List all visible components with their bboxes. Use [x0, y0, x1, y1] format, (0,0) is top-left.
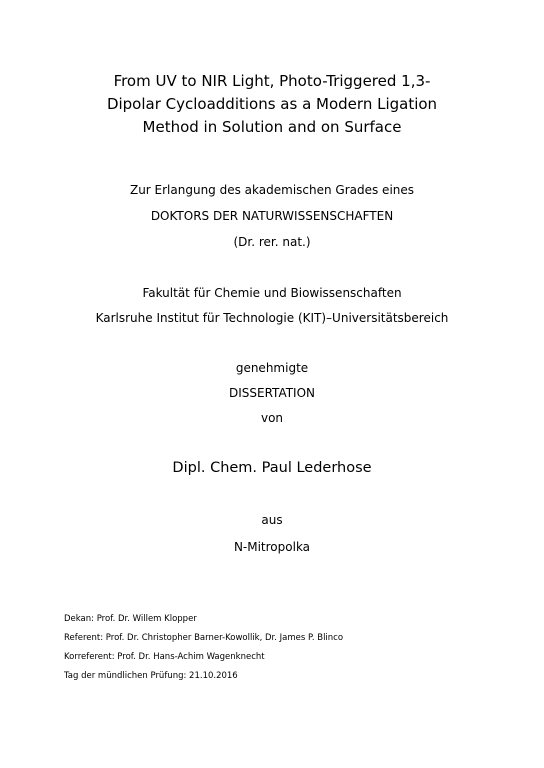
- author-origin-text: N-Mitropolka: [233, 540, 311, 554]
- dissertation-title: [0, 70, 544, 139]
- approved-text: genehmigte: [235, 361, 309, 375]
- degree-abbreviation-text: (Dr. rer. nat.): [233, 235, 311, 249]
- dissertation-label: DISSERTATION: [228, 386, 316, 400]
- title-line-1: From UV to NIR Light, Photo-Triggered 1,3-: [113, 72, 431, 90]
- exam-date-text: Tag der mündlichen Prüfung: 21.10.2016: [64, 671, 238, 681]
- institution-name-text: Karlsruhe Institut für Technologie (KIT)–Universitätsbereich: [95, 311, 449, 325]
- coreferee-text: Korreferent: Prof. Dr. Hans-Achim Wagenknecht: [64, 652, 265, 662]
- dean-text: Dekan: Prof. Dr. Willem Klopper: [64, 614, 197, 624]
- degree-purpose-text: Zur Erlangung des akademischen Grades eines: [129, 183, 415, 197]
- author-name: Dipl. Chem. Paul Lederhose: [172, 460, 372, 476]
- from-text: aus: [261, 513, 283, 527]
- title-line-2: Dipolar Cycloadditions as a Modern Ligation: [106, 95, 438, 113]
- by-text: von: [260, 411, 284, 425]
- faculty-name-text: Fakultät für Chemie und Biowissenschaften: [142, 286, 402, 300]
- degree-name-text: DOKTORS DER NATURWISSENSCHAFTEN: [150, 209, 394, 223]
- referee-text: Referent: Prof. Dr. Christopher Barner-Kowollik, Dr. James P. Blinco: [64, 633, 344, 643]
- title-line-3: Method in Solution and on Surface: [142, 118, 402, 136]
